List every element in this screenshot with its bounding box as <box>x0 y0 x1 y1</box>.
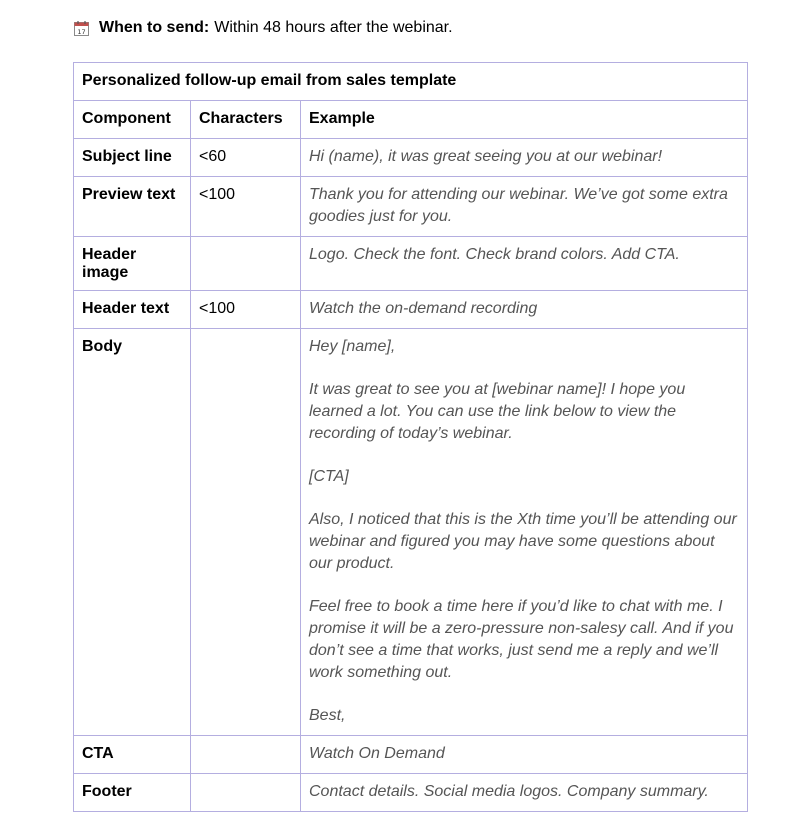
header-component: Component <box>74 101 191 139</box>
table-row <box>74 237 748 291</box>
body-paragraph: Hey [name], <box>309 338 396 355</box>
example-cell: Logo. Check the font. Check brand colors. Add CTA. <box>301 237 748 291</box>
table-row <box>74 291 748 329</box>
body-paragraph: [CTA] <box>309 468 349 485</box>
table-row <box>74 774 748 812</box>
body-paragraph: It was great to see you at [webinar name]! I hope you learned a lot. You can use the link below to view the recording of today’s webinar. <box>309 381 686 442</box>
when-value: Within 48 hours after the webinar. <box>214 19 453 36</box>
table-header-row <box>74 101 748 139</box>
email-template-table <box>73 62 748 812</box>
characters-cell: <60 <box>191 139 301 177</box>
characters-cell: <100 <box>191 291 301 329</box>
example-cell: Hi (name), it was great seeing you at our webinar! <box>301 139 748 177</box>
component-cell: Header image <box>74 237 191 291</box>
table-row <box>74 139 748 177</box>
characters-cell <box>191 736 301 774</box>
body-paragraph: Best, <box>309 707 346 724</box>
table-title-row <box>74 63 748 101</box>
table-row <box>74 329 748 736</box>
table-row <box>74 177 748 237</box>
component-cell: CTA <box>74 736 191 774</box>
example-cell: Watch the on-demand recording <box>301 291 748 329</box>
characters-cell <box>191 237 301 291</box>
table-title: Personalized follow-up email from sales template <box>74 63 748 101</box>
calendar-icon <box>74 21 89 36</box>
characters-cell <box>191 774 301 812</box>
component-cell: Body <box>74 329 191 736</box>
example-cell: Contact details. Social media logos. Company summary. <box>301 774 748 812</box>
example-cell: Watch On Demand <box>301 736 748 774</box>
characters-cell <box>191 329 301 736</box>
example-cell: Thank you for attending our webinar. We’ve got some extra goodies just for you. <box>301 177 748 237</box>
body-paragraph: Feel free to book a time here if you’d like to chat with me. I promise it will be a zero-pressure non-salesy call. And if you don’t see a time that works, just send me a reply and we’ll work something out. <box>309 598 734 681</box>
characters-cell: <100 <box>191 177 301 237</box>
body-paragraph: Also, I noticed that this is the Xth time you’ll be attending our webinar and figured you may have some questions about our product. <box>309 511 737 572</box>
header-characters: Characters <box>191 101 301 139</box>
when-to-send-line <box>74 19 453 37</box>
table-row <box>74 736 748 774</box>
component-cell: Footer <box>74 774 191 812</box>
when-label: When to send: <box>99 19 210 36</box>
component-cell: Preview text <box>74 177 191 237</box>
component-cell: Subject line <box>74 139 191 177</box>
header-example: Example <box>301 101 748 139</box>
component-cell: Header text <box>74 291 191 329</box>
body-example-cell <box>301 329 748 736</box>
svg-text:17: 17 <box>77 27 86 36</box>
